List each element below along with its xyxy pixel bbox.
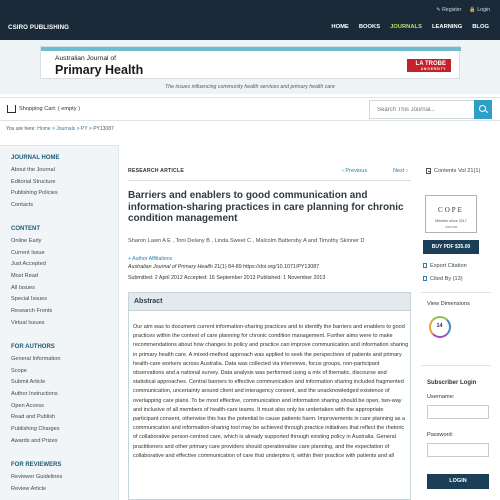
citation <box>128 264 319 270</box>
cited-by-link[interactable] <box>423 276 463 282</box>
abstract-text: Our aim was to document current information-sharing practices and to identify the barriers and enablers to good practices within the context of care planning for chronic condition management. Further aims were to make recommendations about how changes to policy and practice can improve communication and information sharing in primary health care. A mixed-method approach was applied to seek the perspectives of patients and primary health-care workers across Australia. Data was collected via interviews, focus groups, non-participant observations and a national survey. Data analysis was performed using a mix of thematic, discourse and statistical approaches. Central barriers to effective communication and information sharing included fragmented communication, uncertainty around client and interagency consent, and the unacknowledged existence of overlapping care plans. To be most effective, communication and information sharing should be open, two-way and inclusive of all members of health-care teams. It must also only be undertaken with the appropriate participant consent, otherwise this has the potential to cause patients harm. Improvements in care planning as a communication and information-sharing tool may be achieved through practice initiatives that reflect the rhetoric of collaborative person-centred care, which is already supported through existing policy in Australia. General practitioners and other primary care providers should operationalise care planning, and the expectation of collaborative and effective communication of care that underpins it, within their practice with patients and all <box>133 324 409 459</box>
buy-pdf-button[interactable]: BUY PDF $35.00 <box>423 240 479 254</box>
article-dates: Submitted: 2 April 2012 Accepted: 16 September 2013 Published: 1 November 2013 <box>128 275 326 281</box>
contents-link[interactable] <box>426 168 480 174</box>
cart-icon[interactable] <box>7 105 16 113</box>
login-link[interactable]: 🔒 Login <box>469 7 490 13</box>
search-box <box>369 100 476 119</box>
sidebar-item-virtual-issues[interactable]: Virtual Issues <box>11 319 45 326</box>
dimensions-label[interactable]: View Dimensions <box>427 301 470 307</box>
nav-journals[interactable]: JOURNALS <box>390 24 422 30</box>
register-link[interactable]: ✎ Register <box>436 7 462 13</box>
export-citation-link[interactable] <box>423 263 467 269</box>
journal-tagline: The issues influencing community health services and primary health care <box>165 84 335 90</box>
sidebar-item-about[interactable]: About the Journal <box>11 167 55 173</box>
nav-books[interactable]: BOOKS <box>358 24 381 30</box>
previous-label: Previous <box>345 168 368 174</box>
citation-details[interactable]: 21(1) 84-89 https://doi.org/10.1071/PY13087 <box>214 264 320 270</box>
article-type: RESEARCH ARTICLE <box>128 168 185 174</box>
search-row <box>0 97 500 121</box>
next-link[interactable]: Next › <box>393 168 408 174</box>
sidebar-head-content[interactable]: CONTENT <box>11 226 40 232</box>
citation-journal: Australian Journal of Primary Health <box>128 264 213 270</box>
sidebar-item-charges[interactable]: Publishing Charges <box>11 426 60 433</box>
cited-icon <box>423 276 427 281</box>
sidebar-item-read-publish[interactable]: Read and Publish <box>11 414 56 421</box>
sidebar-for-reviewers <box>11 462 116 495</box>
nav-home[interactable]: HOME <box>331 24 349 30</box>
utility-links <box>436 7 490 13</box>
sidebar-item-reviewer-guidelines[interactable]: Reviewer Guidelines <box>11 474 63 480</box>
search-icon[interactable] <box>474 100 492 119</box>
breadcrumb: You are here: Home > Journals > PY > PY13087 <box>6 126 114 132</box>
sidebar-journal-home <box>11 155 116 212</box>
sidebar-item-online-early[interactable]: Online Early <box>11 238 42 244</box>
sidebar-item-general-info[interactable]: General Information <box>11 356 61 362</box>
banner-ribbon <box>41 47 461 51</box>
nav-blog[interactable]: BLOG <box>472 24 489 30</box>
nav-learning[interactable]: LEARNING <box>431 24 463 30</box>
document-icon <box>426 168 431 174</box>
breadcrumb-home[interactable]: Home <box>37 126 51 132</box>
breadcrumb-current: PY13087 <box>93 126 114 132</box>
sidebar-head-journal-home[interactable]: JOURNAL HOME <box>11 155 60 161</box>
latrobe-sub: UNIVERSITY <box>420 67 446 71</box>
sidebar-item-current-issue[interactable]: Current Issue <box>11 249 45 256</box>
login-button[interactable]: LOGIN <box>427 474 489 489</box>
abstract-panel <box>128 292 411 500</box>
latrobe-logo <box>407 59 451 72</box>
breadcrumb-journals[interactable]: Journals <box>56 126 76 132</box>
sidebar-head-for-authors[interactable]: FOR AUTHORS <box>11 344 55 350</box>
sidebar-head-for-reviewers[interactable]: FOR REVIEWERS <box>11 462 62 468</box>
login-title: Subscriber Login <box>427 380 477 386</box>
breadcrumb-prefix: You are here: <box>6 126 36 132</box>
right-divider-1 <box>421 292 491 293</box>
export-label: Export Citation <box>430 263 467 269</box>
username-label: Username: <box>427 394 455 400</box>
cited-label: Cited By (13) <box>430 276 463 282</box>
export-icon <box>423 263 427 268</box>
main-nav <box>331 24 489 30</box>
sidebar-item-all-issues[interactable]: All Issues <box>11 284 35 291</box>
sidebar-item-contacts[interactable]: Contacts <box>11 202 34 209</box>
sidebar-item-open-access[interactable]: Open Access <box>11 402 44 409</box>
cart-label[interactable]: Shopping Cart: ( empty ) <box>19 106 80 112</box>
next-label: Next <box>393 168 405 174</box>
previous-link[interactable]: ‹ Previous <box>342 168 368 174</box>
sidebar-item-review-article[interactable]: Review Article <box>11 485 47 492</box>
cope-member-number: JM12208 <box>444 225 458 229</box>
password-field[interactable] <box>427 443 489 457</box>
publisher-logo[interactable]: CSIRO PUBLISHING <box>8 24 70 31</box>
journal-banner[interactable] <box>40 46 460 79</box>
search-input[interactable] <box>370 101 475 118</box>
article-title: Barriers and enablers to good communication and information-sharing practices in care planning for chronic condition management <box>128 190 404 224</box>
abstract-header[interactable] <box>129 293 410 311</box>
content-separator <box>118 145 119 500</box>
password-label: Password: <box>427 432 454 438</box>
register-label: Register <box>442 7 462 13</box>
sidebar-content <box>11 226 116 330</box>
journal-title-big: Primary Health <box>55 63 144 77</box>
sidebar-for-authors <box>11 344 116 448</box>
journal-title-small: Australian Journal of <box>55 55 116 62</box>
dimensions-count: 14 <box>436 323 443 329</box>
sidebar-item-special-issues[interactable]: Special Issues <box>11 296 48 303</box>
author-list[interactable]: Sharon Lawn A E , Toni Delany B , Linda Sweet C , Malcolm Battersby A and Timothy Skinner D <box>128 238 365 244</box>
contents-label: Contents Vol 21(1) <box>434 168 481 174</box>
author-affiliations-link[interactable]: + Author Affiliations <box>128 256 173 262</box>
login-label: Login <box>477 7 490 13</box>
sidebar-item-research-fronts[interactable]: Research Fronts <box>11 308 53 315</box>
sidebar-item-instructions[interactable]: Author Instructions <box>11 391 58 398</box>
sidebar-item-just-accepted[interactable]: Just Accepted <box>11 261 46 268</box>
right-divider-2 <box>421 365 491 366</box>
cope-member-since: Member since 2017 <box>435 219 467 223</box>
abstract-title: Abstract <box>134 298 163 305</box>
cope-wordmark: COPE <box>438 206 464 214</box>
breadcrumb-py[interactable]: PY <box>80 126 88 132</box>
login-panel <box>421 370 493 500</box>
sidebar-item-most-read[interactable]: Most Read <box>11 273 39 280</box>
dimensions-badge-icon[interactable] <box>429 316 451 338</box>
cope-badge[interactable] <box>425 195 477 233</box>
sidebar-item-editorial[interactable]: Editorial Structure <box>11 178 56 185</box>
top-bar <box>0 0 500 40</box>
header-divider <box>128 180 411 181</box>
sidebar-item-awards[interactable]: Awards and Prizes <box>11 437 58 444</box>
sidebar-item-submit[interactable]: Submit Article <box>11 379 46 386</box>
latrobe-name: LA TROBE <box>415 61 446 67</box>
username-field[interactable] <box>427 405 489 419</box>
sidebar-item-scope[interactable]: Scope <box>11 367 27 374</box>
sidebar-item-policies[interactable]: Publishing Policies <box>11 190 58 197</box>
